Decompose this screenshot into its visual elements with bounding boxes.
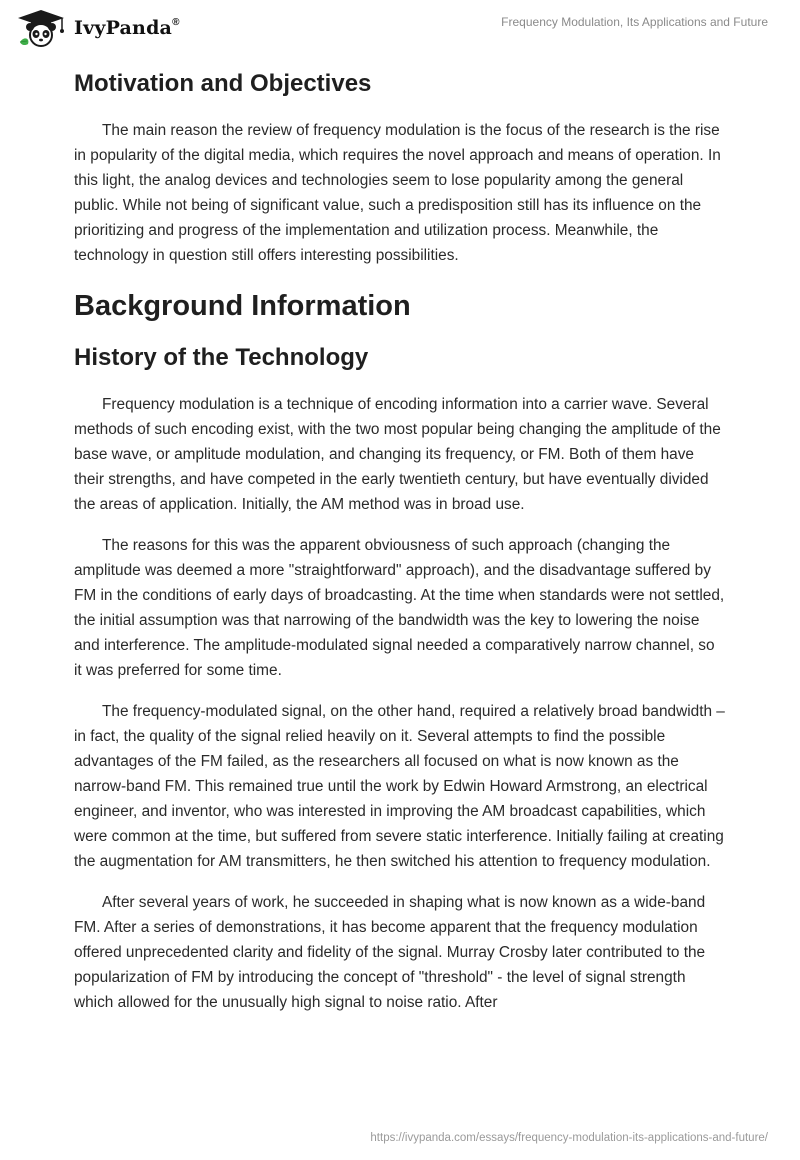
section-heading-background: Background Information [74,290,411,322]
section-heading-motivation: Motivation and Objectives [74,70,372,97]
source-url-link[interactable]: https://ivypanda.com/essays/frequency-modulation-its-applications-and-future/ [370,1132,768,1144]
paragraph: After several years of work, he succeeded in shaping what is now known as a wide-band FM. After a series of demonstrations, it has become apparent that the frequency modulation offered unprecedented clarity and fidelity of the signal. Murray Crosby later contributed to the popularization of FM by introducing the concept of "threshold" - the level of signal strength which allowed for the unusually high signal to noise ratio. After [74,894,706,1011]
page-header [0,0,800,60]
ivypanda-logo[interactable] [14,8,180,48]
paragraph: The main reason the review of frequency modulation is the focus of the research is the rise in popularity of the digital media, which requires the novel approach and means of operation. In this light, the analog devices and technologies seem to lose popularity among the general public. While not being of significant value, such a predisposition still has its influence on the prioritizing and progress of the implementation and utilization process. Meanwhile, the technology in question still offers interesting possibilities. [74,122,721,264]
document-title: Frequency Modulation, Its Applications and Future [501,15,768,29]
section-heading-history: History of the Technology [74,344,369,371]
paragraph: Frequency modulation is a technique of encoding information into a carrier wave. Several methods of such encoding exist, with the two most popular being changing the amplitude of the base wave, or amplitude modulation, and changing its frequency, or FM. Both of them have their strengths, and have competed in the early twentieth century, but have eventually divided the areas of application. Initially, the AM method was in broad use. [74,396,721,513]
brand-name: IvyPanda® [74,16,180,39]
panda-graduation-cap-icon [14,8,68,48]
paragraph: The frequency-modulated signal, on the other hand, required a relatively broad bandwidth – in fact, the quality of the signal relied heavily on it. Several attempts to find the possible advantages of the FM failed, as the researchers all focused on what is now known as the narrow-band FM. This remained true until the work by Edwin Howard Armstrong, an electrical engineer, and inventor, who was interested in improving the AM broadcast capabilities, which were common at the time, but suffered from severe static interference. Initially failing at creating the augmentation for AM transmitters, he then switched his attention to frequency modulation. [74,703,725,870]
registered-mark: ® [172,16,180,28]
paragraph: The reasons for this was the apparent obviousness of such approach (changing the amplitude was deemed a more "straightforward" approach), and the disadvantage suffered by FM in the conditions of early days of broadcasting. At the time when standards were not settled, the initial assumption was that narrowing of the bandwidth was the key to lowering the noise and interference. The amplitude-modulated signal needed a comparatively narrow channel, so it was preferred for some time. [74,537,725,679]
essay-content [74,70,726,1015]
